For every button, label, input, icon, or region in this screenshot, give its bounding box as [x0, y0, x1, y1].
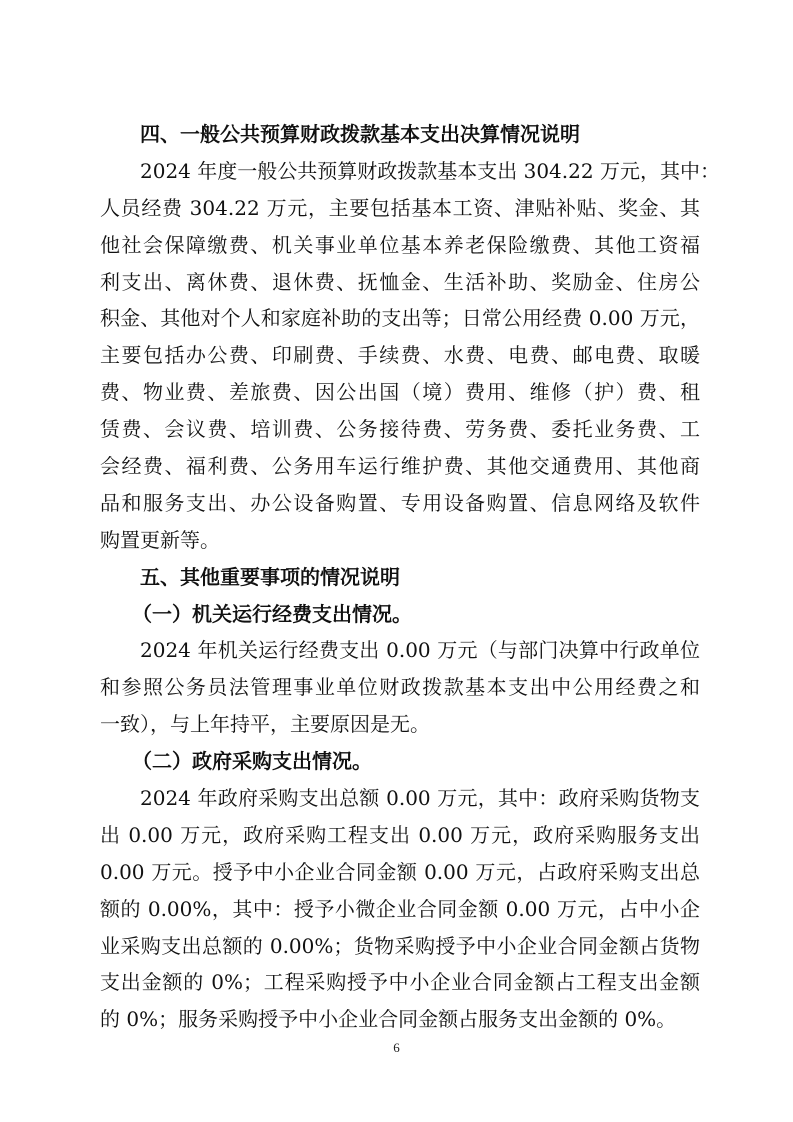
subsection-2-line-3: 0.00 万元。授予中小企业合同金额 0.00 万元，占政府采购支出总	[100, 859, 700, 884]
subsection-1-line-1: 2024 年机关运行经费支出 0.00 万元（与部门决算中行政单位	[140, 638, 700, 663]
section-4-line-2: 人员经费 304.22 万元，主要包括基本工资、津贴补贴、奖金、其	[100, 195, 700, 220]
subsection-2-line-6: 支出金额的 0%；工程采购授予中小企业合同金额占工程支出金额	[100, 970, 700, 995]
section-4-line-5: 积金、其他对个人和家庭补助的支出等；日常公用经费 0.00 万元，	[100, 306, 700, 331]
subsection-2-line-7: 的 0%；服务采购授予中小企业合同金额占服务支出金额的 0%。	[100, 1007, 677, 1032]
section-4-line-10: 品和服务支出、办公设备购置、专用设备购置、信息网络及软件	[100, 490, 700, 515]
subsection-2-line-2: 出 0.00 万元，政府采购工程支出 0.00 万元，政府采购服务支出	[100, 822, 700, 847]
subsection-2-line-4: 额的 0.00%，其中：授予小微企业合同金额 0.00 万元，占中小企	[100, 896, 700, 921]
section-4-line-9: 会经费、福利费、公务用车运行维护费、其他交通费用、其他商	[100, 454, 700, 479]
page-body	[100, 116, 720, 1038]
section-4-line-3: 他社会保障缴费、机关事业单位基本养老保险缴费、其他工资福	[100, 232, 700, 257]
section-5-heading: 五、其他重要事项的情况说明	[140, 564, 400, 589]
page-number: 6	[393, 1040, 400, 1055]
section-4-line-11: 购置更新等。	[100, 527, 220, 552]
subsection-2-line-5: 业采购支出总额的 0.00%；货物采购授予中小企业合同金额占货物	[100, 933, 700, 958]
section-4-line-8: 赁费、会议费、培训费、公务接待费、劳务费、委托业务费、工	[100, 417, 700, 442]
subsection-1-line-2: 和参照公务员法管理事业单位财政拨款基本支出中公用经费之和	[100, 675, 700, 700]
section-4-heading: 四、一般公共预算财政拨款基本支出决算情况说明	[140, 122, 580, 146]
subsection-1-heading: （一）机关运行经费支出情况。	[132, 601, 412, 626]
subsection-2-line-1: 2024 年政府采购支出总额 0.00 万元，其中：政府采购货物支	[140, 786, 700, 811]
section-4-line-1: 2024 年度一般公共预算财政拨款基本支出 304.22 万元，其中：	[140, 158, 720, 183]
section-4-line-7: 费、物业费、差旅费、因公出国（境）费用、维修（护）费、租	[100, 380, 700, 405]
subsection-1-line-3: 一致），与上年持平，主要原因是无。	[100, 712, 430, 737]
section-4-line-4: 利支出、离休费、退休费、抚恤金、生活补助、奖励金、住房公	[100, 269, 700, 294]
subsection-2-heading: （二）政府采购支出情况。	[132, 749, 372, 774]
section-4-line-6: 主要包括办公费、印刷费、手续费、水费、电费、邮电费、取暖	[100, 343, 700, 368]
